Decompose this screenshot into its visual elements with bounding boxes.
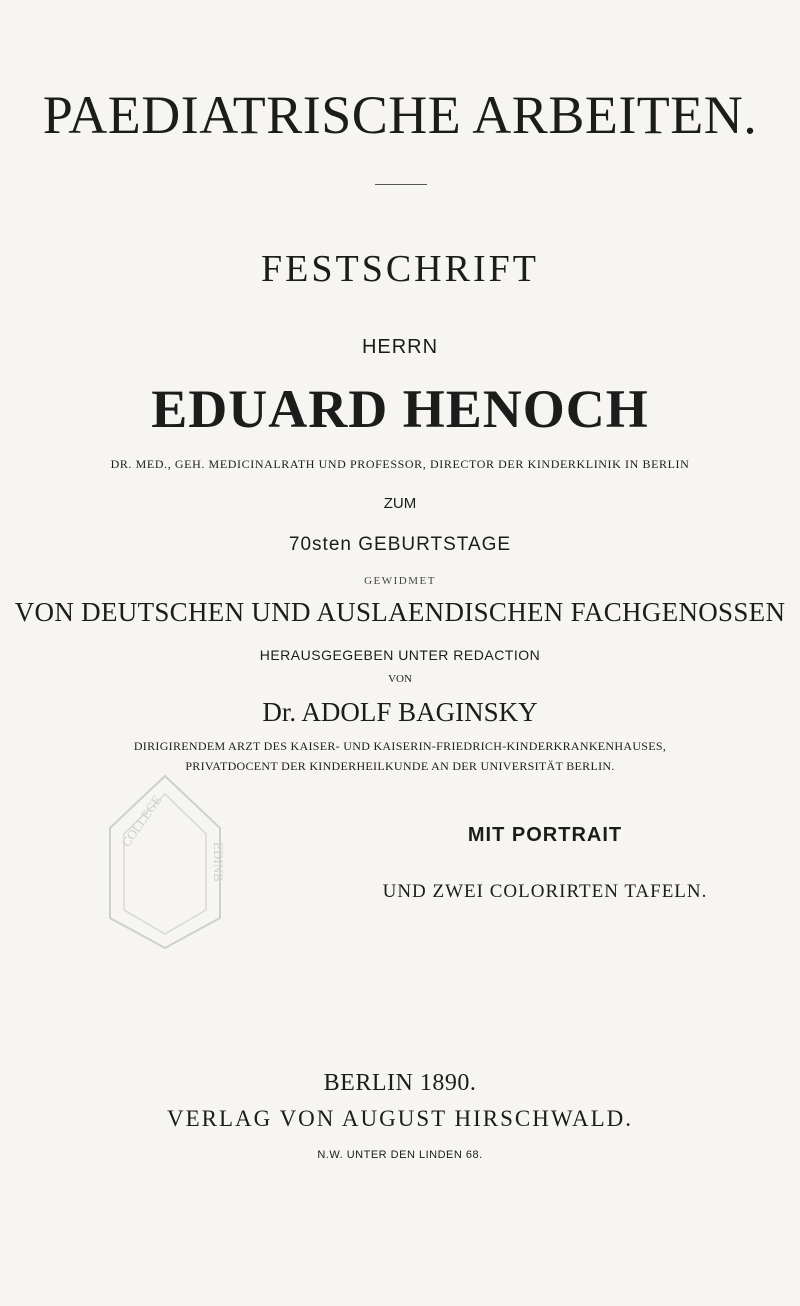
dedicators-line: VON DEUTSCHEN UND AUSLAENDISCHEN FACHGENOSSEN — [14, 597, 786, 627]
place-year: BERLIN 1890. — [323, 1070, 477, 1096]
herrn-label: HERRN — [361, 336, 439, 358]
von-label: VON — [388, 673, 412, 685]
gewidmet-label: GEWIDMET — [364, 575, 436, 587]
publisher-address: N.W. UNTER DEN LINDEN 68. — [317, 1149, 483, 1161]
zum-label: ZUM — [383, 495, 417, 512]
editor-name: Dr. ADOLF BAGINSKY — [262, 697, 538, 727]
main-title: PAEDIATRISCHE ARBEITEN. — [42, 85, 758, 145]
illustrations-line-2: UND ZWEI COLORIRTEN TAFELN. — [382, 881, 708, 902]
editor-role-2: PRIVATDOCENT DER KINDERHEILKUNDE AN DER UNIVERSITÄT BERLIN. — [185, 759, 615, 773]
stamp-text-left: COLLEGE — [118, 792, 165, 850]
publisher: VERLAG VON AUGUST HIRSCHWALD. — [166, 1106, 634, 1131]
illustrations-line-1: MIT PORTRAIT — [467, 824, 623, 846]
occasion-line: 70sten GEBURTSTAGE — [288, 534, 512, 555]
stamp-text-right: EDINB — [211, 842, 226, 882]
honoree-titles: DR. MED., GEH. MEDICINALRATH UND PROFESSOR, DIRECTOR DER KINDERKLINIK IN BERLIN — [110, 457, 690, 471]
editor-role-1: DIRIGIRENDEM ARZT DES KAISER- UND KAISERIN-FRIEDRICH-KINDERKRANKENHAUSES, — [133, 739, 667, 753]
library-stamp — [90, 768, 240, 953]
editing-note: HERAUSGEGEBEN UNTER REDACTION — [259, 647, 541, 663]
festschrift-heading: FESTSCHRIFT — [261, 248, 539, 290]
honoree-name: EDUARD HENOCH — [151, 379, 649, 439]
divider-rule — [375, 184, 427, 185]
